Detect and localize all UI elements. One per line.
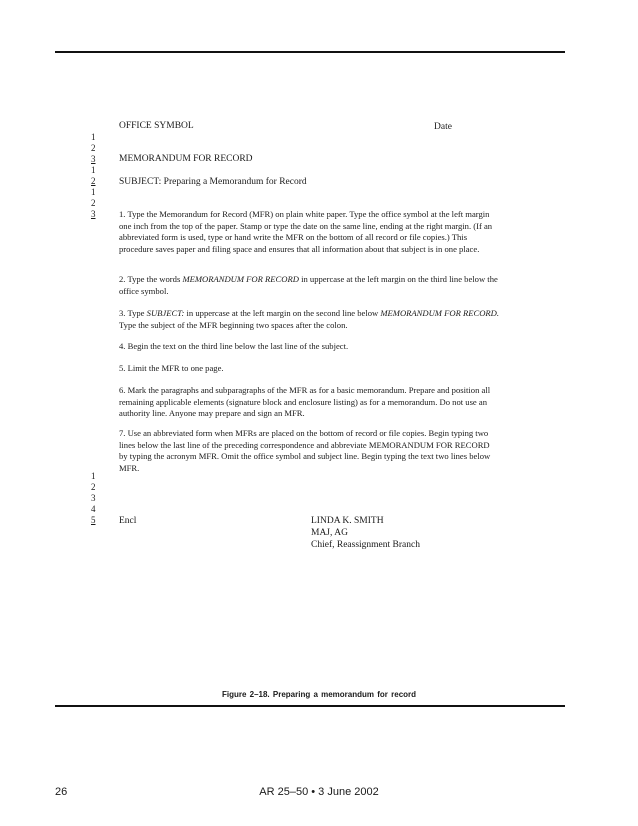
enclosure-label: Encl bbox=[119, 516, 137, 526]
paragraph-3-emphasis-1: SUBJECT: bbox=[146, 308, 185, 318]
line-number: 3 bbox=[91, 493, 96, 503]
paragraph-4-text: 4. Begin the text on the third line below the last line of the subject. bbox=[119, 341, 349, 351]
paragraph-3-text-a: 3. Type bbox=[119, 308, 147, 318]
date-label: Date bbox=[434, 122, 452, 132]
line-number: 1 bbox=[91, 187, 96, 197]
page-number: 26 bbox=[55, 786, 68, 798]
signature-name: LINDA K. SMITH bbox=[311, 516, 384, 526]
line-number: 2 bbox=[91, 198, 96, 208]
paragraph-7-text: 7. Use an abbreviated form when MFRs are placed on the bottom of record or file copies. Begin typing two lines below the last line of the preceding correspondence and abbreviate MEMORANDUM FOR RECORD by typing the acronym MFR. Omit the office symbol and subject line. Begin typing the text two lines below MFR. bbox=[119, 428, 491, 473]
memorandum-for-line: MEMORANDUM FOR RECORD bbox=[119, 154, 253, 164]
paragraph-7 bbox=[119, 428, 499, 474]
subject-line: SUBJECT: Preparing a Memorandum for Record bbox=[119, 177, 307, 187]
office-symbol: OFFICE SYMBOL bbox=[119, 121, 194, 131]
paragraph-6-text: 6. Mark the paragraphs and subparagraphs of the MFR as for a basic memorandum. Prepare and position all remaining applicable elements (signature block and enclosure listing) as for a memorandum. Do not use an authority line. Anyone may prepare and sign an MFR. bbox=[119, 385, 491, 419]
line-number: 1 bbox=[91, 132, 96, 142]
paragraph-6 bbox=[119, 385, 499, 420]
signature-rank: MAJ, AG bbox=[311, 528, 348, 538]
paragraph-3-text-b: in uppercase at the left margin on the second line below bbox=[184, 308, 381, 318]
line-number: 2 bbox=[91, 482, 96, 492]
figure-caption: Figure 2–18. Preparing a memorandum for record bbox=[221, 690, 417, 699]
paragraph-1-text: 1. Type the Memorandum for Record (MFR) on plain white paper. Type the office symbol at the left margin one inch from the top of the paper. Stamp or type the date on the same line, ending at the right margin. (If an abbreviated form is used, type or hand write the MFR on the bottom of all record or file copies.) This procedure saves paper and filing space and ensures that all information about that subject is in one place. bbox=[119, 209, 493, 254]
paragraph-2-text-a: 2. Type the words bbox=[119, 274, 183, 284]
paragraph-4 bbox=[119, 341, 499, 353]
paragraph-3-emphasis-2: MEMORANDUM FOR RECORD. bbox=[380, 308, 500, 318]
paragraph-2-emphasis: MEMORANDUM FOR RECORD bbox=[182, 274, 299, 284]
paragraph-2 bbox=[119, 274, 499, 297]
line-number: 2 bbox=[91, 143, 96, 153]
paragraph-5-text: 5. Limit the MFR to one page. bbox=[119, 363, 224, 373]
line-number: 2 bbox=[91, 176, 96, 186]
paragraph-2-text-b: in uppercase at the left margin on the third line below the office symbol. bbox=[119, 274, 498, 296]
top-rule bbox=[55, 51, 565, 53]
line-number: 1 bbox=[91, 165, 96, 175]
paragraph-3-text-c: Type the subject of the MFR beginning two spaces after the colon. bbox=[119, 319, 348, 330]
line-number: 3 bbox=[91, 154, 96, 164]
line-number: 4 bbox=[91, 504, 96, 514]
line-number: 5 bbox=[91, 515, 96, 525]
line-number: 3 bbox=[91, 209, 96, 219]
paragraph-3 bbox=[119, 308, 499, 331]
paragraph-1 bbox=[119, 209, 499, 255]
footer-reference: AR 25–50 • 3 June 2002 bbox=[259, 786, 379, 798]
paragraph-5 bbox=[119, 363, 499, 375]
line-number: 1 bbox=[91, 471, 96, 481]
signature-title: Chief, Reassignment Branch bbox=[311, 540, 420, 550]
bottom-rule bbox=[55, 705, 565, 707]
